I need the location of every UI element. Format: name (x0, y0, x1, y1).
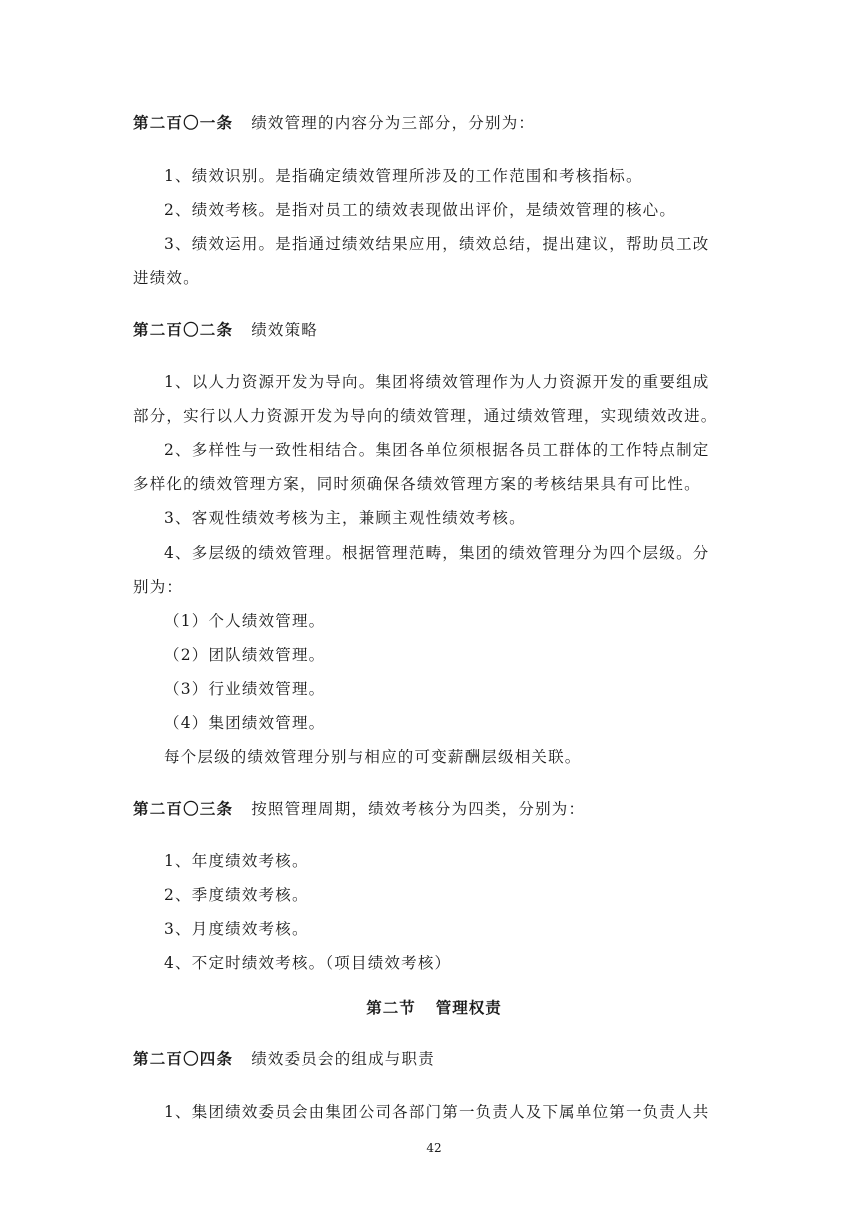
paragraph-line: 进绩效。 (133, 269, 200, 287)
section-title: 管理权责 (435, 998, 502, 1017)
article-204-heading: 第二百〇四条 (133, 1049, 234, 1068)
paragraph-line: 2、绩效考核。是指对员工的绩效表现做出评价，是绩效管理的核心。 (164, 201, 677, 219)
article-204-title: 绩效委员会的组成与职责 (251, 1050, 435, 1068)
paragraph-line: 3、绩效运用。是指通过绩效结果应用，绩效总结，提出建议，帮助员工改 (164, 235, 710, 253)
list-item: 2、季度绩效考核。 (164, 886, 309, 904)
paragraph-line: 部分，实行以人力资源开发为导向的绩效管理，通过绩效管理，实现绩效改进。 (133, 407, 718, 425)
section-number: 第二节 (366, 998, 416, 1017)
article-203-title: 按照管理周期，绩效考核分为四类，分别为： (251, 800, 586, 818)
paragraph-line: 2、多样性与一致性相结合。集团各单位须根据各员工群体的工作特点制定 (164, 441, 710, 459)
paragraph-line: 1、集团绩效委员会由集团公司各部门第一负责人及下属单位第一负责人共 (164, 1103, 710, 1121)
article-202-title: 绩效策略 (251, 321, 319, 339)
paragraph-line: 4、多层级的绩效管理。根据管理范畴，集团的绩效管理分为四个层级。分 (164, 544, 710, 562)
list-item: 4、不定时绩效考核。（项目绩效考核） (164, 954, 452, 972)
list-item: （1）个人绩效管理。 (164, 612, 326, 630)
section-heading (0, 998, 868, 1018)
paragraph-line: 1、以人力资源开发为导向。集团将绩效管理作为人力资源开发的重要组成 (164, 373, 710, 391)
paragraph-line: 3、客观性绩效考核为主，兼顾主观性绩效考核。 (164, 509, 526, 527)
list-item: （4）集团绩效管理。 (164, 714, 326, 732)
list-item: 1、年度绩效考核。 (164, 852, 309, 870)
paragraph-line: 别为： (133, 578, 184, 596)
paragraph-line: 每个层级的绩效管理分别与相应的可变薪酬层级相关联。 (164, 748, 582, 766)
article-203-heading: 第二百〇三条 (133, 799, 234, 818)
article-202-heading: 第二百〇二条 (133, 320, 234, 339)
list-item: 3、月度绩效考核。 (164, 920, 309, 938)
article-203-header (133, 799, 743, 819)
paragraph-line: 多样化的绩效管理方案，同时须确保各绩效管理方案的考核结果具有可比性。 (133, 475, 701, 493)
article-201-heading: 第二百〇一条 (133, 113, 234, 132)
paragraph-line: 1、绩效识别。是指确定绩效管理所涉及的工作范围和考核指标。 (164, 167, 643, 185)
list-item: （2）团队绩效管理。 (164, 646, 326, 664)
page-number: 42 (426, 1141, 442, 1155)
list-item: （3）行业绩效管理。 (164, 680, 326, 698)
article-201-header (133, 113, 743, 133)
article-202-header (133, 320, 743, 340)
article-201-title: 绩效管理的内容分为三部分，分别为： (251, 114, 536, 132)
article-204-header (133, 1049, 743, 1069)
